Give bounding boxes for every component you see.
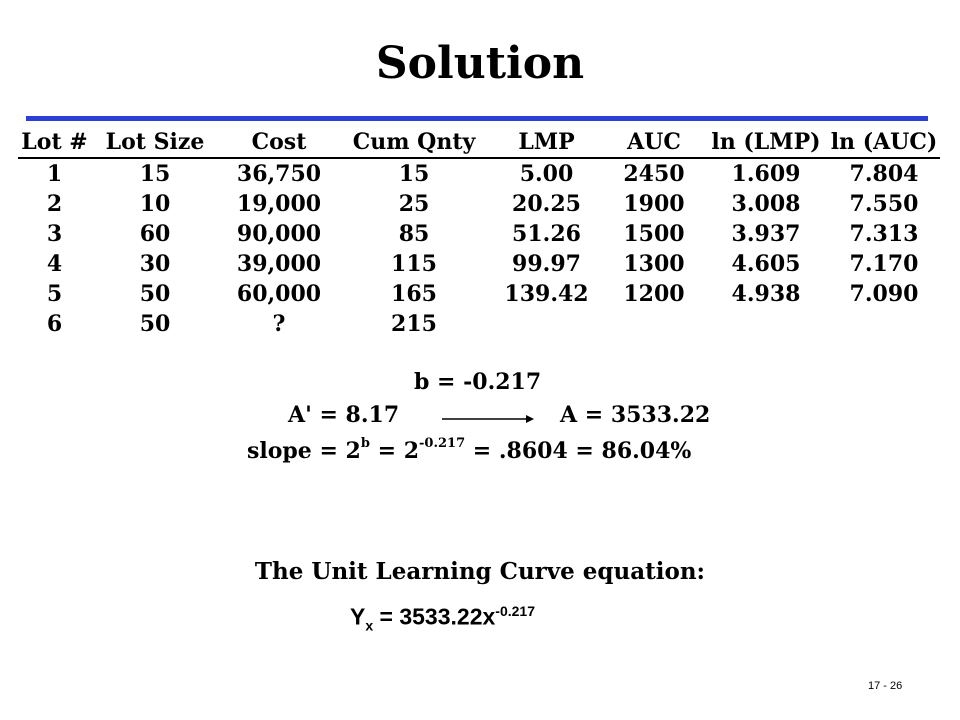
header-cost: Cost bbox=[219, 127, 339, 158]
cell-auc: 2450 bbox=[623, 161, 685, 187]
cell-cum-qnty: 25 bbox=[398, 191, 430, 217]
equation-exponent: -0.217 bbox=[495, 603, 535, 619]
table-row bbox=[18, 189, 940, 219]
table-row bbox=[18, 309, 940, 339]
cell-lot-number: 4 bbox=[46, 251, 63, 277]
cell-lot-number: 5 bbox=[46, 281, 63, 307]
cell-ln-lmp bbox=[704, 309, 828, 339]
header-lmp: LMP bbox=[489, 127, 604, 158]
cell-lot-size: 50 bbox=[139, 281, 171, 307]
cell-lmp: 20.25 bbox=[512, 191, 581, 217]
cell-cost: ? bbox=[272, 311, 286, 337]
page-number: 17 - 26 bbox=[868, 680, 903, 692]
cell-lot-size: 30 bbox=[139, 251, 171, 277]
header-ln-lmp: ln (LMP) bbox=[704, 127, 828, 158]
table-row bbox=[18, 158, 940, 189]
header-ln-auc: ln (AUC) bbox=[828, 127, 940, 158]
cell-ln-auc: 7.804 bbox=[849, 161, 919, 187]
equation-lhs: Y bbox=[350, 603, 366, 630]
cell-lot-number: 2 bbox=[46, 191, 63, 217]
table-row bbox=[18, 249, 940, 279]
cell-lot-size: 60 bbox=[139, 221, 171, 247]
a-value-line: A = 3533.22 bbox=[560, 402, 711, 428]
cell-cum-qnty: 115 bbox=[391, 251, 437, 277]
b-value-line: b = -0.217 bbox=[414, 369, 542, 395]
cell-lmp bbox=[489, 309, 604, 339]
learning-curve-table bbox=[18, 127, 940, 339]
header-lot-size: Lot Size bbox=[91, 127, 219, 158]
cell-ln-auc bbox=[828, 309, 940, 339]
cell-lot-size: 15 bbox=[139, 161, 171, 187]
a-prime-line: A' = 8.17 bbox=[288, 402, 400, 428]
arrow-icon bbox=[442, 413, 534, 425]
equation-rhs: = 3533.22x bbox=[373, 603, 496, 630]
slope-mid: = 2 bbox=[369, 438, 420, 464]
table-row bbox=[18, 279, 940, 309]
slope-exponent-value: -0.217 bbox=[419, 435, 466, 451]
cell-cost: 90,000 bbox=[236, 221, 322, 247]
cell-lot-size: 50 bbox=[139, 311, 171, 337]
cell-auc: 1900 bbox=[623, 191, 685, 217]
cell-ln-auc: 7.090 bbox=[849, 281, 919, 307]
cell-lmp: 51.26 bbox=[512, 221, 581, 247]
cell-lot-number: 3 bbox=[46, 221, 63, 247]
cell-auc bbox=[604, 309, 704, 339]
table-header-row bbox=[18, 127, 940, 158]
cell-ln-lmp: 4.938 bbox=[731, 281, 801, 307]
header-auc: AUC bbox=[604, 127, 704, 158]
cell-lot-size: 10 bbox=[139, 191, 171, 217]
cell-lmp: 5.00 bbox=[519, 161, 574, 187]
cell-ln-lmp: 3.937 bbox=[731, 221, 801, 247]
slope-exponent-b: b bbox=[360, 435, 370, 451]
cell-lot-number: 1 bbox=[46, 161, 63, 187]
learning-curve-equation bbox=[350, 603, 535, 633]
learning-curve-heading: The Unit Learning Curve equation: bbox=[254, 558, 706, 585]
cell-lot-number: 6 bbox=[46, 311, 63, 337]
equation-lhs-subscript: x bbox=[365, 617, 374, 634]
cell-lmp: 99.97 bbox=[512, 251, 581, 277]
cell-ln-auc: 7.313 bbox=[849, 221, 919, 247]
slope-line bbox=[247, 435, 692, 464]
cell-ln-lmp: 3.008 bbox=[731, 191, 801, 217]
header-lot-number: Lot # bbox=[18, 127, 91, 158]
cell-cost: 39,000 bbox=[236, 251, 322, 277]
header-cum-qnty: Cum Qnty bbox=[339, 127, 489, 158]
cell-auc: 1500 bbox=[623, 221, 685, 247]
cell-ln-auc: 7.550 bbox=[849, 191, 919, 217]
table-row bbox=[18, 219, 940, 249]
cell-ln-auc: 7.170 bbox=[849, 251, 919, 277]
cell-cum-qnty: 15 bbox=[398, 161, 430, 187]
cell-auc: 1300 bbox=[623, 251, 685, 277]
slide-title: Solution bbox=[375, 38, 585, 89]
cell-auc: 1200 bbox=[623, 281, 685, 307]
cell-cost: 19,000 bbox=[236, 191, 322, 217]
slope-suffix: = .8604 = 86.04% bbox=[465, 438, 692, 464]
cell-ln-lmp: 4.605 bbox=[731, 251, 801, 277]
title-divider bbox=[26, 116, 928, 121]
cell-cum-qnty: 165 bbox=[391, 281, 437, 307]
cell-cum-qnty: 85 bbox=[398, 221, 430, 247]
cell-cost: 36,750 bbox=[236, 161, 322, 187]
cell-ln-lmp: 1.609 bbox=[731, 161, 801, 187]
cell-cost: 60,000 bbox=[236, 281, 322, 307]
cell-lmp: 139.42 bbox=[504, 281, 589, 307]
cell-cum-qnty: 215 bbox=[391, 311, 437, 337]
slope-prefix: slope = 2 bbox=[247, 438, 361, 464]
